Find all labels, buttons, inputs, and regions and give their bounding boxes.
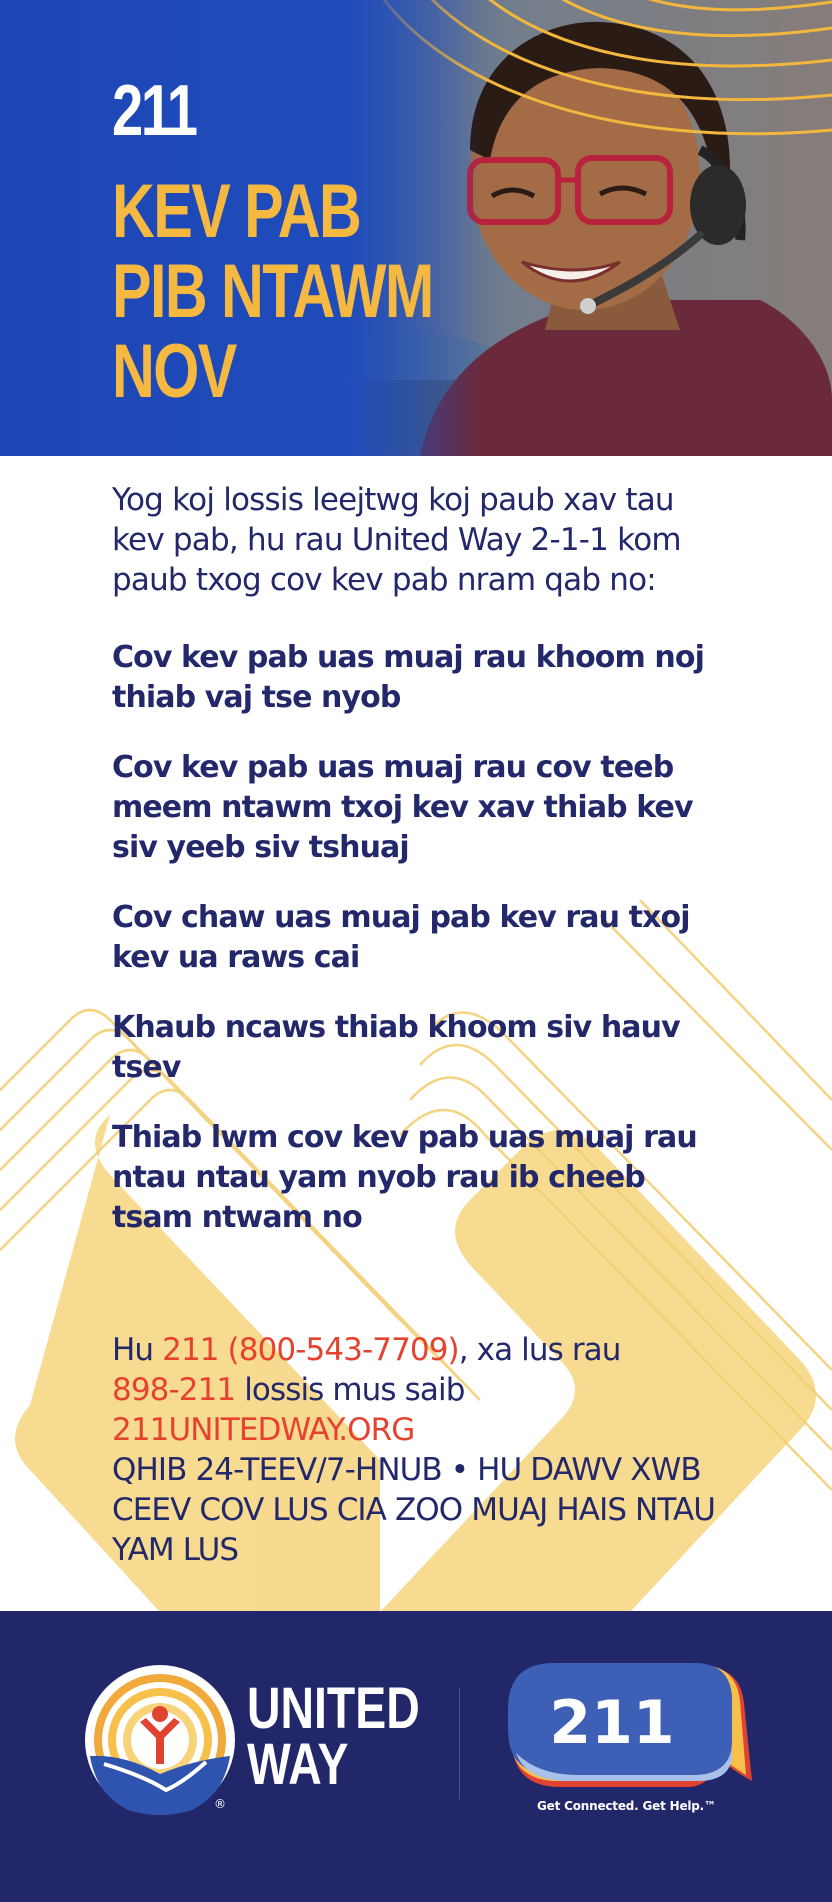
service-item: Thiab lwm cov kev pab uas muaj rau ntau ntau yam nyob rau ib cheeb tsam ntwam no <box>112 1120 697 1235</box>
speech-bubble-211-icon <box>508 1663 752 1795</box>
service-item: Khaub ncaws thiab khoom siv hauv tsev <box>112 1010 680 1085</box>
service-item: Cov kev pab uas muaj rau cov teeb meem ntawm txoj kev xav thiab kev siv yeeb siv tshuaj <box>112 750 693 865</box>
call-prefix: Hu <box>112 1332 163 1368</box>
services-list <box>112 638 712 1238</box>
united-way-wordmark <box>247 1676 420 1797</box>
hero-title <box>112 169 433 414</box>
wordmark-line: WAY <box>247 1732 349 1797</box>
footer <box>0 1611 832 1902</box>
hero-number: 211 <box>112 71 196 151</box>
hours-text: QHIB 24-TEEV/7-HNUB • HU DAWV XWB CEEV COV LUS CIA ZOO MUAJ HAIS NTAU YAM LUS <box>112 1452 716 1568</box>
footer-divider <box>459 1687 460 1799</box>
website-link[interactable]: 211UNITEDWAY.ORG <box>112 1412 415 1448</box>
website-prefix: lossis mus saib <box>235 1372 465 1408</box>
phone-link[interactable]: 211 (800-543-7709) <box>162 1332 459 1368</box>
service-item: Cov kev pab uas muaj rau khoom noj thiab vaj tse nyob <box>112 640 704 715</box>
hero-title-line: PIB NTAWM <box>112 249 433 334</box>
hero-title-line: KEV PAB <box>112 169 361 254</box>
main-content <box>112 480 712 1268</box>
text-prefix: , xa lus rau <box>458 1332 621 1368</box>
wordmark-line: UNITED <box>247 1676 420 1741</box>
text-number-link[interactable]: 898-211 <box>112 1372 236 1408</box>
contact-info <box>112 1330 732 1570</box>
tagline: Get Connected. Get Help.™ <box>537 1799 716 1813</box>
service-item: Cov chaw uas muaj pab kev rau txoj kev ua raws cai <box>112 900 690 975</box>
intro-paragraph: Yog koj lossis leejtwg koj paub xav tau kev pab, hu rau United Way 2-1-1 kom paub txog cov kev pab nram qab no: <box>112 482 681 598</box>
registered-mark: ® <box>214 1797 226 1811</box>
hero-banner <box>0 0 832 456</box>
united-way-logo-icon <box>84 1664 236 1816</box>
badge-number: 211 <box>549 1688 675 1758</box>
hero-title-line: NOV <box>112 329 236 414</box>
